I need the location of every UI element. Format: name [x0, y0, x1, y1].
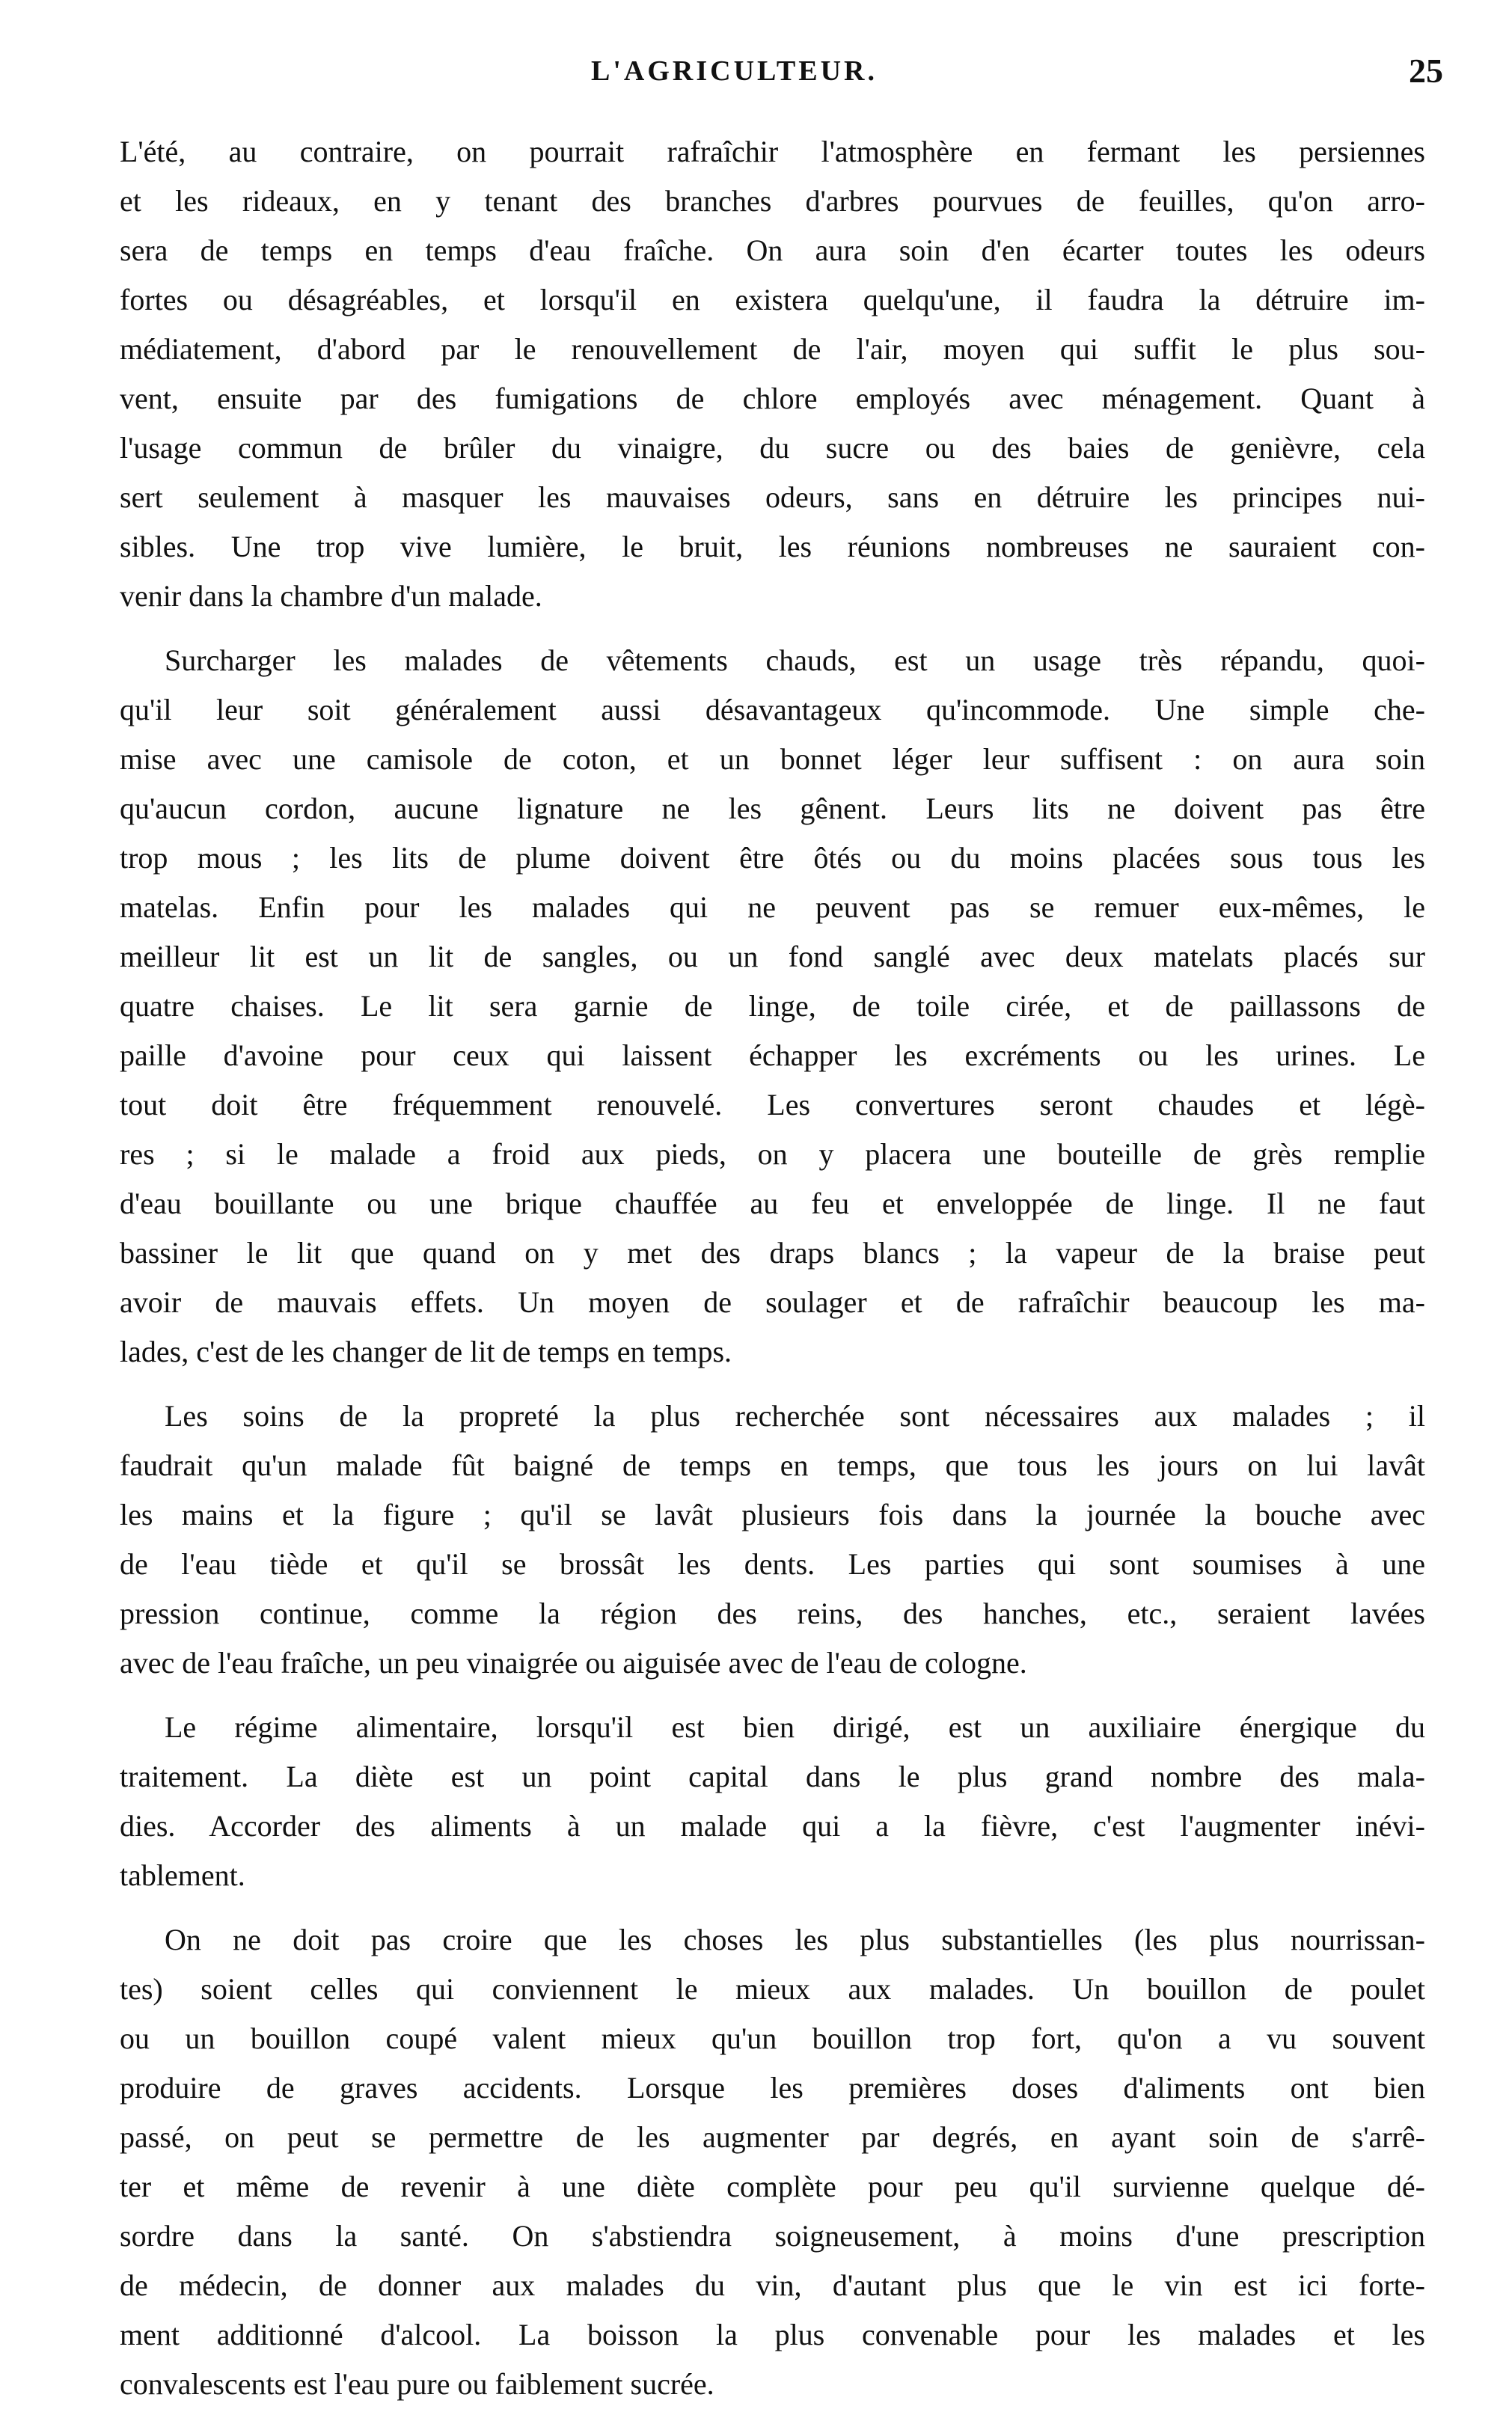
- text-line: matelas. Enfin pour les malades qui ne peuvent pas se remuer eux-mêmes, le: [120, 890, 1425, 924]
- text-line: Surcharger les malades de vêtements chauds, est un usage très répandu, quoi-: [165, 643, 1425, 677]
- text-line: lades, c'est de les changer de lit de temps en temps.: [120, 1335, 732, 1368]
- text-line: qu'il leur soit généralement aussi désavantageux qu'incommode. Une simple che-: [120, 693, 1425, 726]
- text-line: ter et même de revenir à une diète complète pour peu qu'il survienne quelque dé-: [120, 2170, 1425, 2203]
- page-number: 25: [1409, 52, 1443, 90]
- text-line: paille d'avoine pour ceux qui laissent échapper les excréments ou les urines. Le: [120, 1038, 1425, 1072]
- text-line: fortes ou désagréables, et lorsqu'il en existera quelqu'une, il faudra la détruire im-: [120, 283, 1425, 316]
- body-text: [120, 127, 1425, 2424]
- paragraph: [120, 1915, 1425, 2409]
- text-line: de médecin, de donner aux malades du vin, d'autant plus que le vin est ici forte-: [120, 2268, 1425, 2302]
- text-line: sibles. Une trop vive lumière, le bruit, les réunions nombreuses ne sauraient con-: [120, 530, 1425, 563]
- text-line: bassiner le lit que quand on y met des draps blancs ; la vapeur de la braise peut: [120, 1236, 1425, 1270]
- text-line: médiatement, d'abord par le renouvellement de l'air, moyen qui suffit le plus sou-: [120, 332, 1425, 366]
- paragraph: [120, 1392, 1425, 1688]
- text-line: et les rideaux, en y tenant des branches d'arbres pourvues de feuilles, qu'on arro-: [120, 184, 1425, 218]
- text-line: ment additionné d'alcool. La boisson la plus convenable pour les malades et les: [120, 2318, 1425, 2351]
- text-line: Le régime alimentaire, lorsqu'il est bien dirigé, est un auxiliaire énergique du: [165, 1710, 1425, 1744]
- text-line: tes) soient celles qui conviennent le mieux aux malades. Un bouillon de poulet: [120, 1972, 1425, 2006]
- text-line: quatre chaises. Le lit sera garnie de linge, de toile cirée, et de paillassons de: [120, 989, 1425, 1023]
- text-line: sert seulement à masquer les mauvaises odeurs, sans en détruire les principes nui-: [120, 480, 1425, 514]
- text-line: On ne doit pas croire que les choses les plus substantielles (les plus nourrissan-: [165, 1923, 1425, 1956]
- text-line: ou un bouillon coupé valent mieux qu'un bouillon trop fort, qu'on a vu souvent: [120, 2021, 1425, 2055]
- text-line: L'été, au contraire, on pourrait rafraîchir l'atmosphère en fermant les persiennes: [120, 135, 1425, 168]
- running-title: L'AGRICULTEUR.: [591, 55, 878, 87]
- text-line: passé, on peut se permettre de les augmenter par degrés, en ayant soin de s'arrê-: [120, 2120, 1425, 2154]
- text-line: vent, ensuite par des fumigations de chlore employés avec ménagement. Quant à: [120, 382, 1425, 415]
- text-line: produire de graves accidents. Lorsque les premières doses d'aliments ont bien: [120, 2071, 1425, 2105]
- text-line: sordre dans la santé. On s'abstiendra soigneusement, à moins d'une prescription: [120, 2219, 1425, 2253]
- text-line: sera de temps en temps d'eau fraîche. On aura soin d'en écarter toutes les odeurs: [120, 233, 1425, 267]
- text-line: de l'eau tiède et qu'il se brossât les dents. Les parties qui sont soumises à une: [120, 1547, 1425, 1581]
- text-line: Les soins de la propreté la plus recherchée sont nécessaires aux malades ; il: [165, 1399, 1425, 1433]
- text-line: d'eau bouillante ou une brique chauffée au feu et enveloppée de linge. Il ne faut: [120, 1187, 1425, 1220]
- text-line: pression continue, comme la région des reins, des hanches, etc., seraient lavées: [120, 1597, 1425, 1630]
- text-line: tout doit être fréquemment renouvelé. Les convertures seront chaudes et légè-: [120, 1088, 1425, 1121]
- text-line: mise avec une camisole de coton, et un bonnet léger leur suffisent : on aura soin: [120, 742, 1425, 776]
- text-line: faudrait qu'un malade fût baigné de temps en temps, que tous les jours on lui lavât: [120, 1448, 1425, 1482]
- text-line: traitement. La diète est un point capital dans le plus grand nombre des mala-: [120, 1760, 1425, 1793]
- text-line: avoir de mauvais effets. Un moyen de soulager et de rafraîchir beaucoup les ma-: [120, 1285, 1425, 1319]
- text-line: res ; si le malade a froid aux pieds, on y placera une bouteille de grès remplie: [120, 1137, 1425, 1171]
- text-line: tablement.: [120, 1858, 245, 1892]
- text-line: les mains et la figure ; qu'il se lavât plusieurs fois dans la journée la bouche avec: [120, 1498, 1425, 1531]
- paragraph: [120, 127, 1425, 621]
- paragraph: [120, 1703, 1425, 1900]
- running-head: [0, 45, 1512, 97]
- text-line: venir dans la chambre d'un malade.: [120, 579, 542, 613]
- text-line: meilleur lit est un lit de sangles, ou un fond sanglé avec deux matelats placés sur: [120, 940, 1425, 973]
- text-line: dies. Accorder des aliments à un malade qui a la fièvre, c'est l'augmenter inévi-: [120, 1809, 1425, 1843]
- paragraph: [120, 636, 1425, 1377]
- text-line: convalescents est l'eau pure ou faiblement sucrée.: [120, 2367, 714, 2401]
- text-line: avec de l'eau fraîche, un peu vinaigrée ou aiguisée avec de l'eau de cologne.: [120, 1646, 1027, 1680]
- text-line: trop mous ; les lits de plume doivent être ôtés ou du moins placées sous tous les: [120, 841, 1425, 875]
- text-line: qu'aucun cordon, aucune lignature ne les gênent. Leurs lits ne doivent pas être: [120, 792, 1425, 825]
- text-line: l'usage commun de brûler du vinaigre, du sucre ou des baies de genièvre, cela: [120, 431, 1425, 465]
